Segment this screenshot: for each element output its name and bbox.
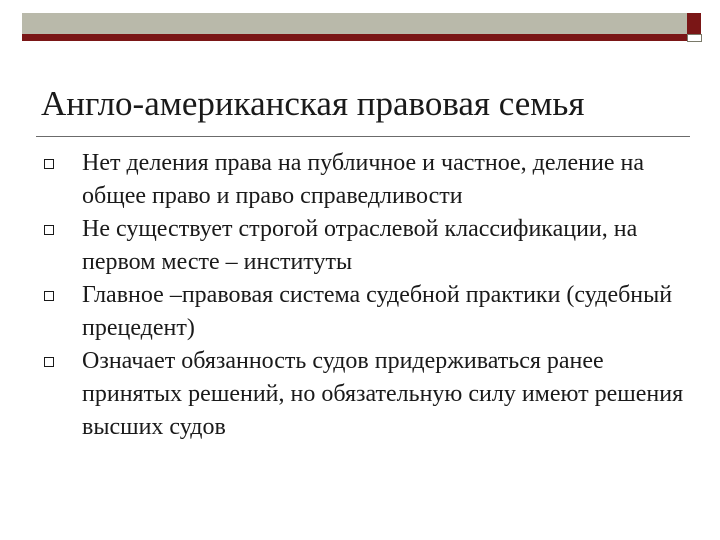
hollow-square-icon xyxy=(44,225,54,235)
corner-accent-square xyxy=(687,13,701,34)
bullet-text: Не существует строгой отраслевой классификации, на первом месте – институты xyxy=(82,216,638,275)
bullet-text: Означает обязанность судов придерживаться ранее принятых решений, но обязательную силу имеют решения высших судов xyxy=(82,348,684,440)
top-decor-band xyxy=(22,13,687,34)
bullet-item-4 xyxy=(44,345,684,444)
bullet-item-3 xyxy=(44,279,684,345)
hollow-square-icon xyxy=(44,159,54,169)
hollow-square-icon xyxy=(44,291,54,301)
top-accent-line xyxy=(22,34,687,41)
bullet-item-2 xyxy=(44,213,684,279)
title-divider xyxy=(36,136,690,137)
bullet-list xyxy=(44,147,684,444)
corner-outline-square xyxy=(687,34,702,42)
bullet-item-1 xyxy=(44,147,684,213)
bullet-text: Главное –правовая система судебной практики (судебный прецедент) xyxy=(82,282,673,341)
bullet-text: Нет деления права на публичное и частное, деление на общее право и право справедливости xyxy=(82,150,644,209)
slide-title: Англо-американская правовая семья xyxy=(41,84,585,123)
hollow-square-icon xyxy=(44,357,54,367)
